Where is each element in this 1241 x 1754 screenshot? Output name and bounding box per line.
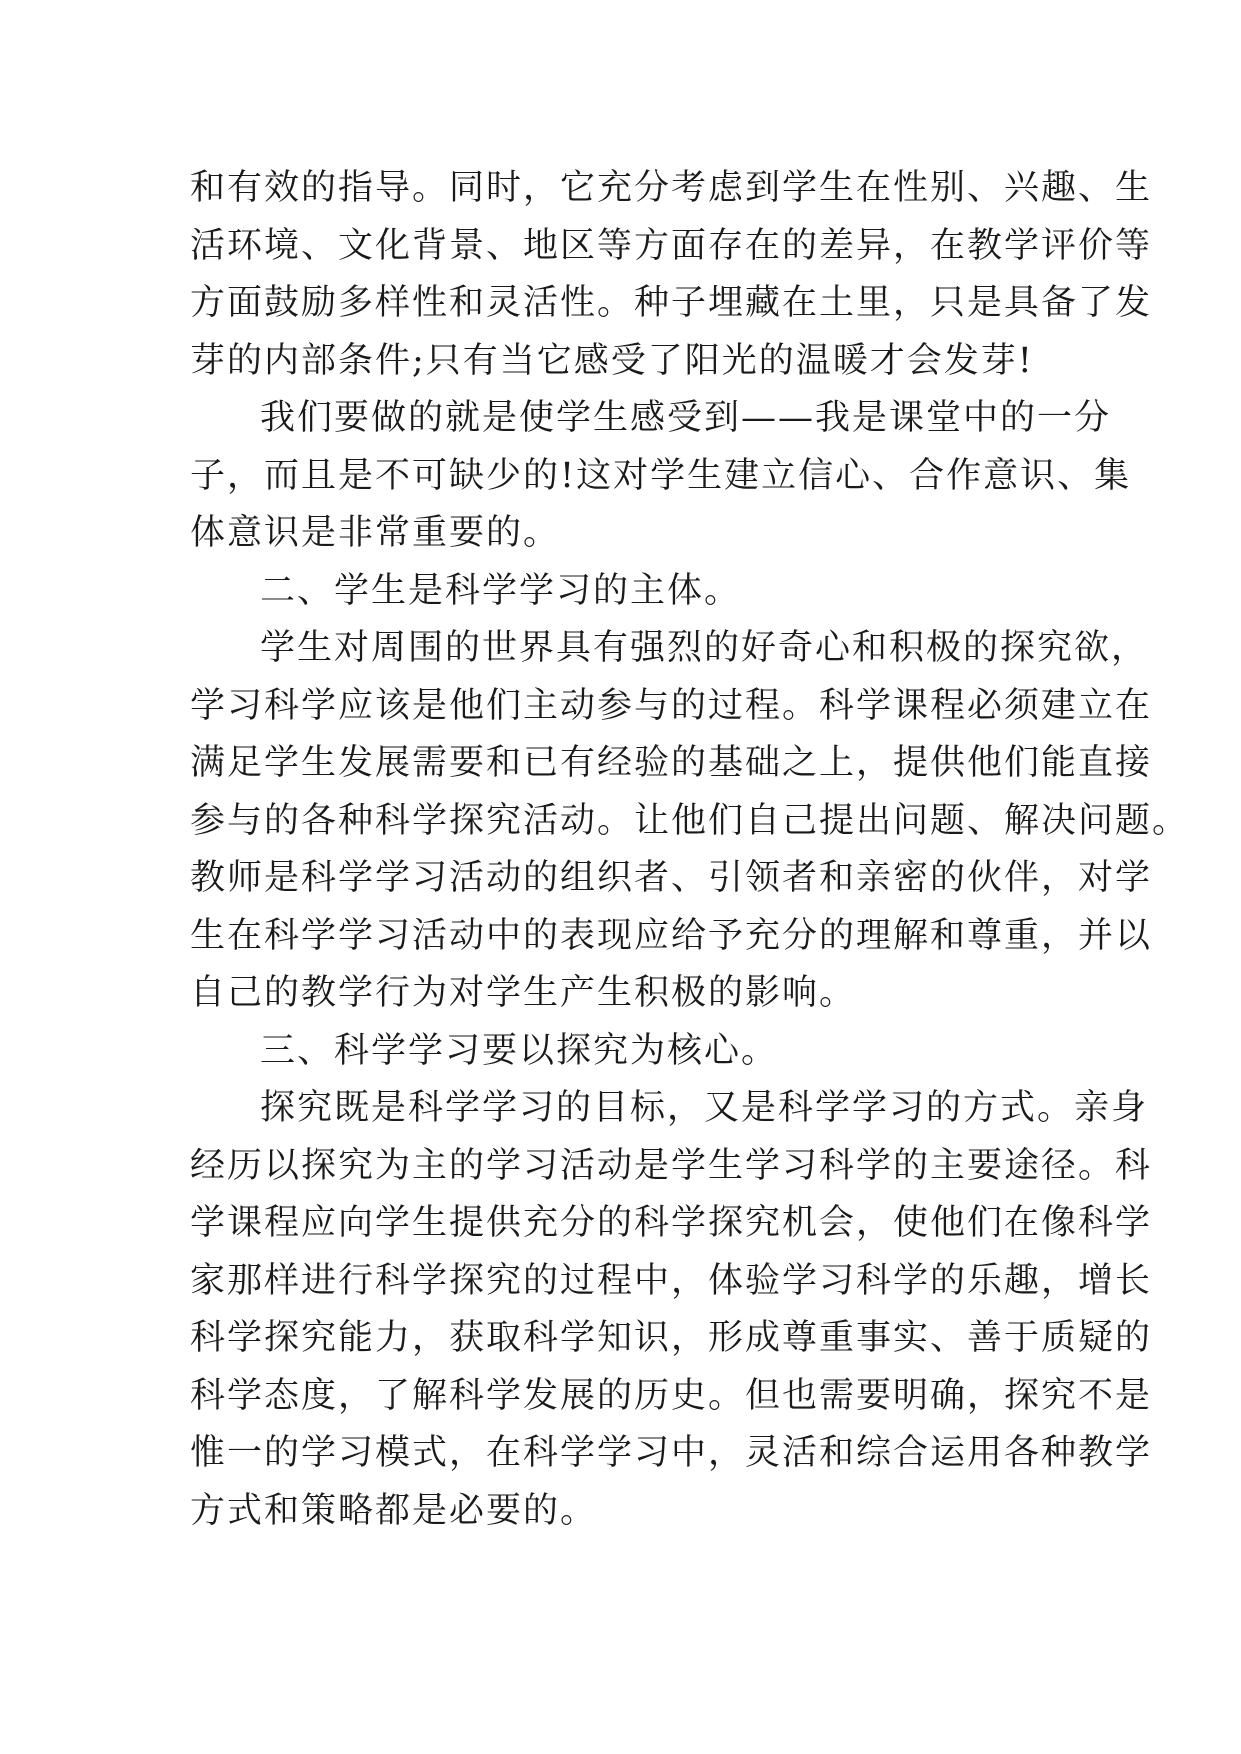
text-line: 科学态度，了解科学发展的历史。但也需要明确，探究不是 xyxy=(190,1375,1153,1416)
paragraph-first-line: 我们要做的就是使学生感受到——我是课堂中的一分 xyxy=(260,398,1112,438)
text-line: 参与的各种科学探究活动。让他们自己提出问题、解决问题。 xyxy=(190,800,1190,841)
text-line: 满足学生发展需要和已有经验的基础之上，提供他们能直接 xyxy=(190,743,1153,783)
text-line: 方式和策略都是必要的。 xyxy=(190,1490,598,1531)
text-line: 自己的教学行为对学生产生积极的影响。 xyxy=(190,973,857,1013)
text-line: 学习科学应该是他们主动参与的过程。科学课程必须建立在 xyxy=(190,685,1153,726)
text-line: 子，而且是不可缺少的!这对学生建立信心、合作意识、集 xyxy=(190,455,1132,496)
text-line: 体意识是非常重要的。 xyxy=(190,513,561,553)
text-line: 和有效的指导。同时，它充分考虑到学生在性别、兴趣、生 xyxy=(190,168,1153,208)
document-body xyxy=(190,160,1190,1540)
text-line: 活环境、文化背景、地区等方面存在的差异，在教学评价等 xyxy=(190,225,1153,266)
text-line: 科学探究能力，获取科学知识，形成尊重事实、善于质疑的 xyxy=(190,1318,1153,1358)
text-line: 惟一的学习模式，在科学学习中，灵活和综合运用各种教学 xyxy=(190,1433,1153,1473)
section-heading: 二、学生是科学学习的主体。 xyxy=(260,570,742,611)
text-line: 教师是科学学习活动的组织者、引领者和亲密的伙伴，对学 xyxy=(190,858,1153,898)
paragraph-first-line: 学生对周围的世界具有强烈的好奇心和积极的探究欲， xyxy=(260,628,1149,668)
section-heading: 三、科学学习要以探究为核心。 xyxy=(260,1030,779,1071)
text-line: 生在科学学习活动中的表现应给予充分的理解和尊重，并以 xyxy=(190,915,1153,956)
paragraph-first-line: 探究既是科学学习的目标，又是科学学习的方式。亲身 xyxy=(260,1088,1149,1128)
text-line: 学课程应向学生提供充分的科学探究机会，使他们在像科学 xyxy=(190,1203,1153,1243)
text-line: 方面鼓励多样性和灵活性。种子埋藏在土里，只是具备了发 xyxy=(190,283,1153,323)
text-line: 芽的内部条件;只有当它感受了阳光的温暖才会发芽! xyxy=(190,340,1034,381)
text-line: 家那样进行科学探究的过程中，体验学习科学的乐趣，增长 xyxy=(190,1260,1153,1301)
text-line: 经历以探究为主的学习活动是学生学习科学的主要途径。科 xyxy=(190,1145,1153,1186)
